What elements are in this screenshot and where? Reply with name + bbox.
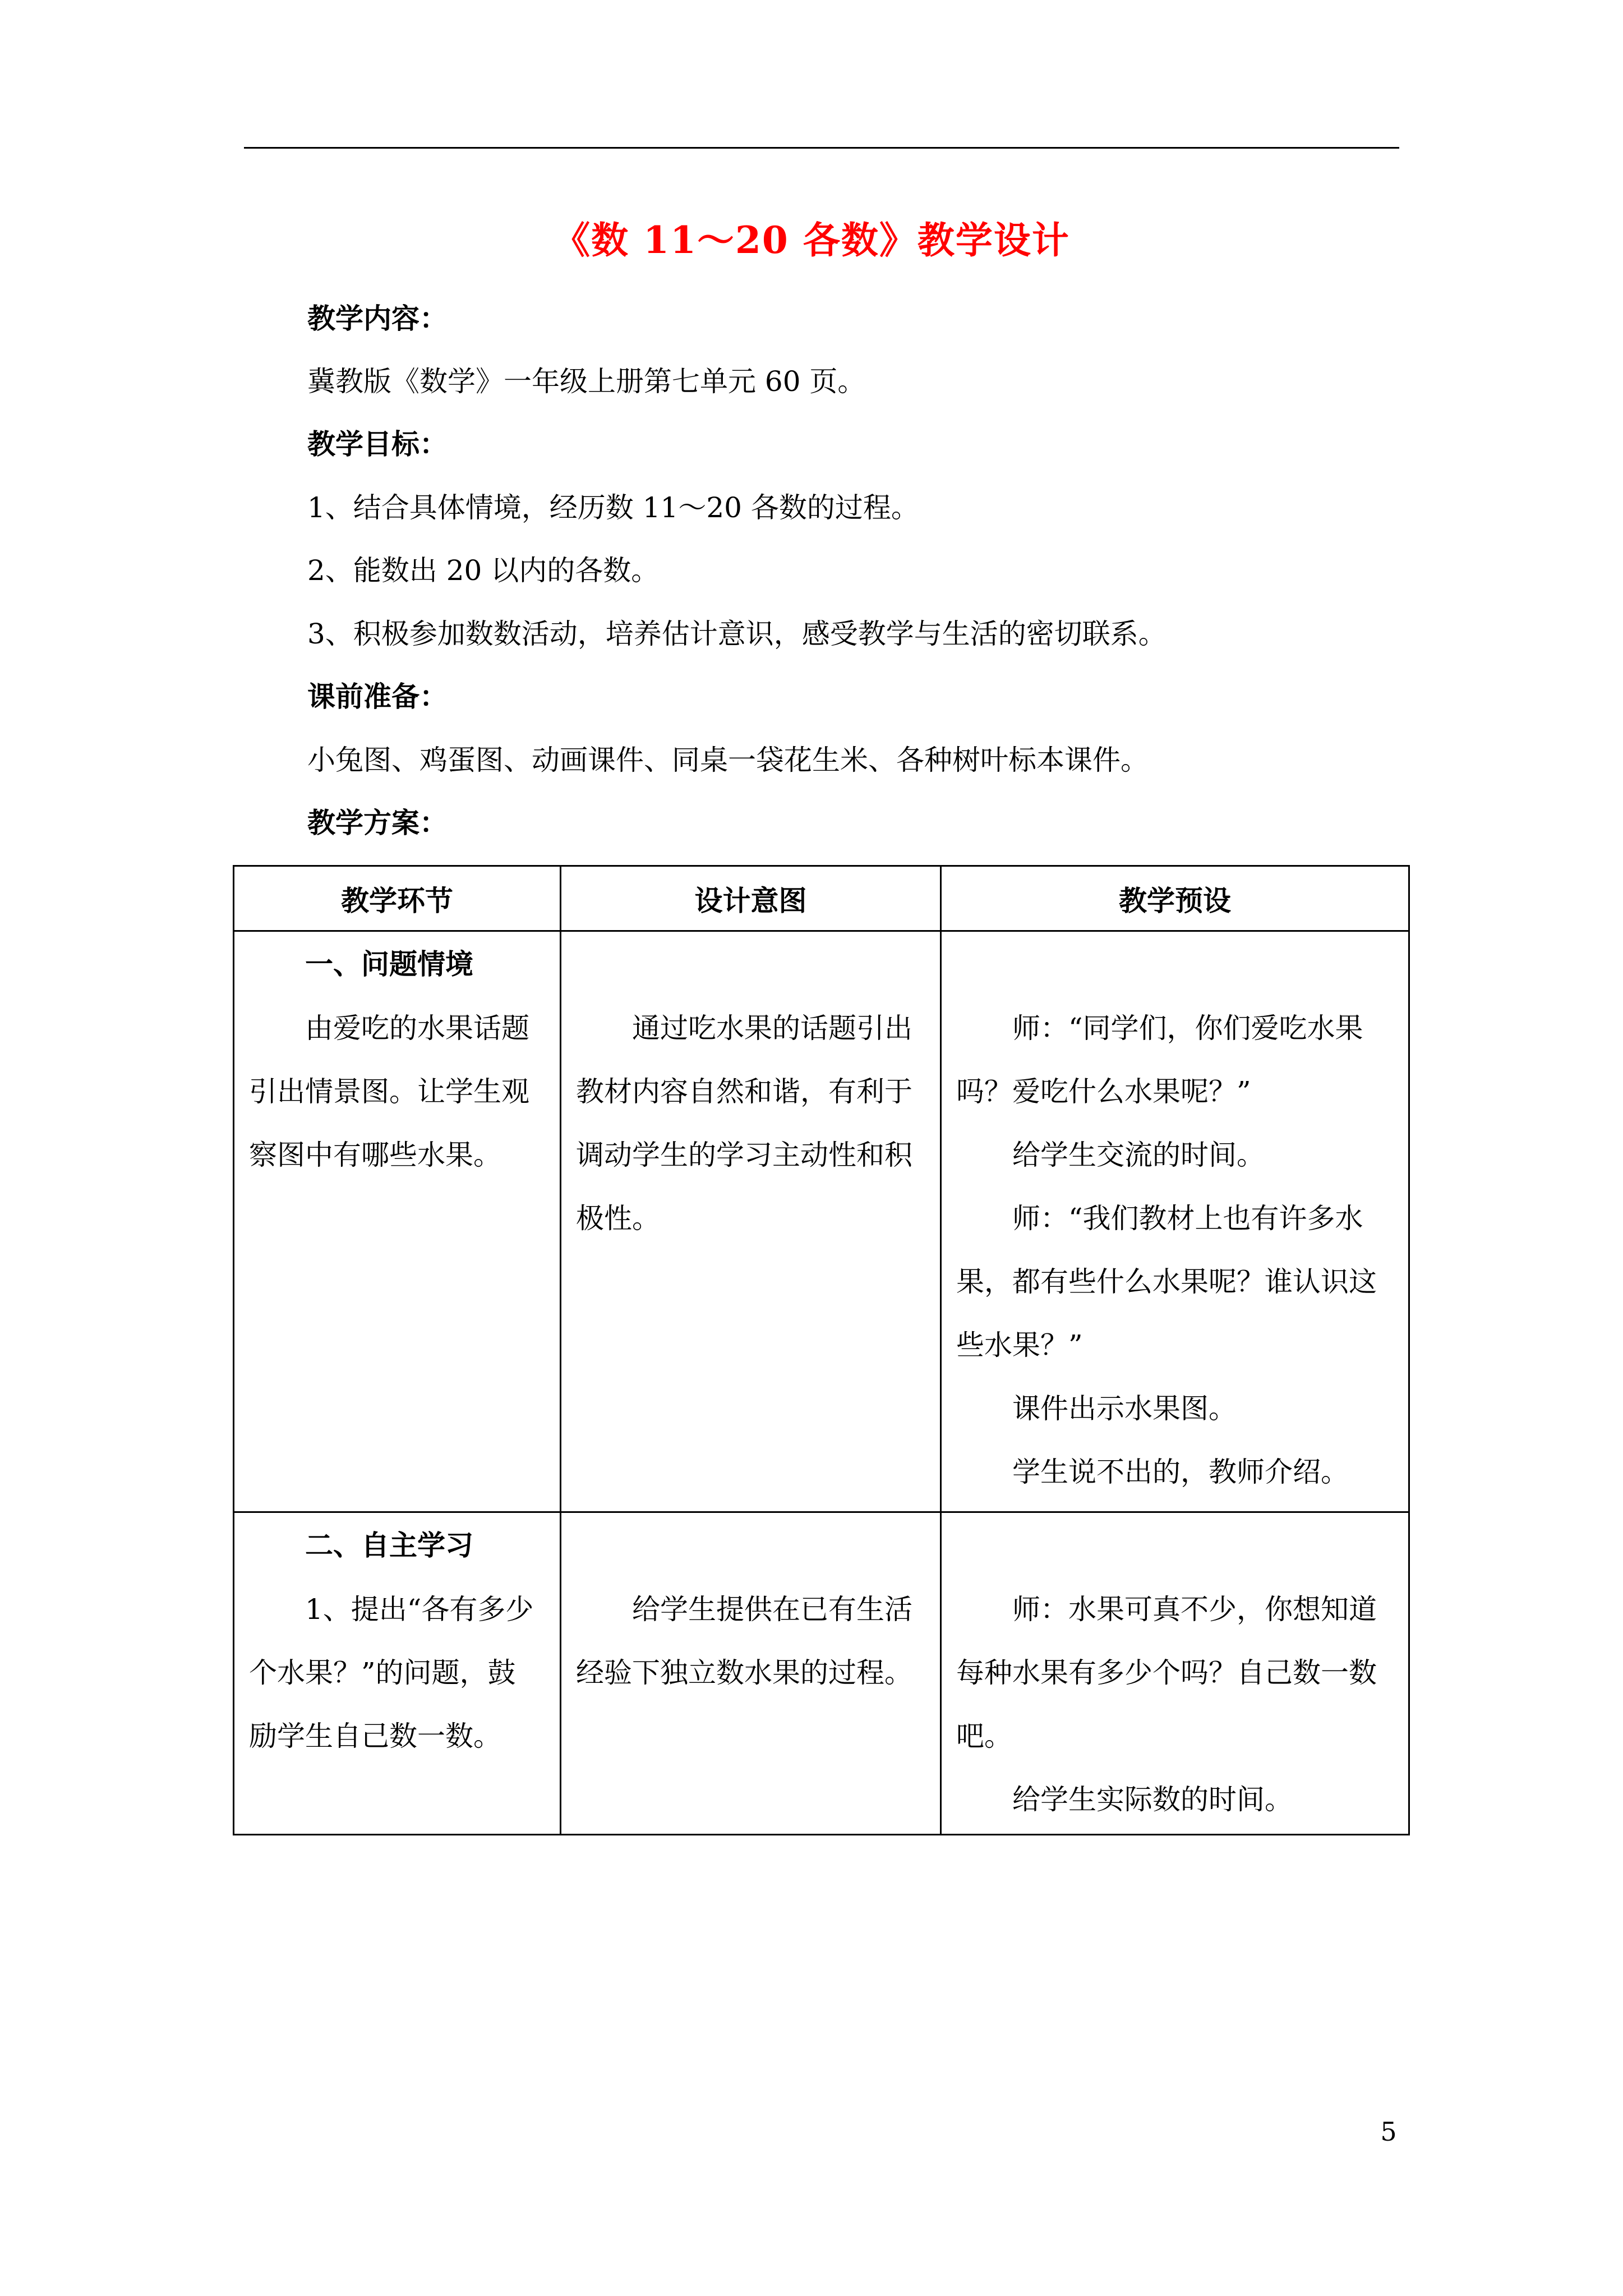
preset-line: 课件出示水果图。 bbox=[1012, 1392, 1237, 1425]
preset-line: 给学生实际数的时间。 bbox=[1012, 1783, 1293, 1816]
column-header-stage: 教学环节 bbox=[234, 866, 561, 931]
intent-line: 调动学生的学习主动性和积 bbox=[576, 1139, 912, 1171]
stage-cell bbox=[234, 1512, 561, 1835]
stage-line: 由爱吃的水果话题 bbox=[305, 1012, 529, 1045]
intent-line: 通过吃水果的话题引出 bbox=[632, 1012, 912, 1045]
preset-line: 吧。 bbox=[956, 1720, 1012, 1752]
preset-line: 吗？爱吃什么水果呢？” bbox=[956, 1075, 1251, 1108]
stage-line: 1、提出“各有多少 bbox=[305, 1593, 534, 1626]
table-header-row bbox=[234, 866, 1409, 931]
intent-line: 经验下独立数水果的过程。 bbox=[576, 1657, 912, 1689]
table-row bbox=[234, 1512, 1409, 1835]
preset-line: 师：“同学们，你们爱吃水果 bbox=[1012, 1012, 1363, 1045]
goal-item-3: 3、积极参加数数活动，培养估计意识，感受教学与生活的密切联系。 bbox=[307, 618, 1166, 650]
content-heading: 教学内容： bbox=[307, 302, 448, 335]
stage-line: 个水果？”的问题，鼓 bbox=[249, 1657, 516, 1689]
preset-line: 果，都有些什么水果呢？谁认识这 bbox=[956, 1266, 1377, 1298]
prep-text: 小兔图、鸡蛋图、动画课件、同桌一袋花生米、各种树叶标本课件。 bbox=[307, 744, 1149, 776]
intent-line: 给学生提供在已有生活 bbox=[632, 1593, 912, 1626]
preset-line: 学生说不出的，教师介绍。 bbox=[1012, 1456, 1349, 1488]
stage-line: 察图中有哪些水果。 bbox=[249, 1139, 501, 1171]
page-number: 5 bbox=[1380, 2116, 1397, 2147]
preset-cell bbox=[941, 1512, 1409, 1835]
goal-item-2: 2、能数出 20 以内的各数。 bbox=[307, 554, 660, 587]
table-row bbox=[234, 931, 1409, 1512]
column-header-preset: 教学预设 bbox=[941, 866, 1409, 931]
intent-line: 教材内容自然和谐，有利于 bbox=[576, 1075, 912, 1108]
teaching-plan-table bbox=[233, 865, 1410, 1835]
preset-line: 些水果？” bbox=[956, 1329, 1083, 1361]
stage-cell bbox=[234, 931, 561, 1512]
intent-line: 极性。 bbox=[576, 1202, 660, 1235]
prep-heading: 课前准备： bbox=[307, 680, 448, 713]
content-text: 冀教版《数学》一年级上册第七单元 60 页。 bbox=[307, 365, 866, 398]
intent-cell bbox=[561, 1512, 941, 1835]
preset-line: 师：“我们教材上也有许多水 bbox=[1012, 1202, 1363, 1235]
page-title: 《数 11～20 各数》教学设计 bbox=[553, 218, 1070, 262]
preset-line: 给学生交流的时间。 bbox=[1012, 1139, 1265, 1171]
section-title: 一、问题情境 bbox=[305, 947, 473, 981]
column-header-intent: 设计意图 bbox=[561, 866, 941, 931]
header-rule bbox=[244, 147, 1399, 149]
preset-line: 每种水果有多少个吗？自己数一数 bbox=[956, 1657, 1377, 1689]
preset-cell bbox=[941, 931, 1409, 1512]
goals-heading: 教学目标： bbox=[307, 427, 448, 461]
goal-item-1: 1、结合具体情境，经历数 11～20 各数的过程。 bbox=[307, 491, 919, 524]
preset-line: 师：水果可真不少，你想知道 bbox=[1012, 1593, 1377, 1626]
intent-cell bbox=[561, 931, 941, 1512]
stage-line: 引出情景图。让学生观 bbox=[249, 1075, 529, 1108]
section-title: 二、自主学习 bbox=[305, 1529, 473, 1562]
stage-line: 励学生自己数一数。 bbox=[249, 1720, 501, 1752]
plan-heading: 教学方案： bbox=[307, 806, 448, 839]
